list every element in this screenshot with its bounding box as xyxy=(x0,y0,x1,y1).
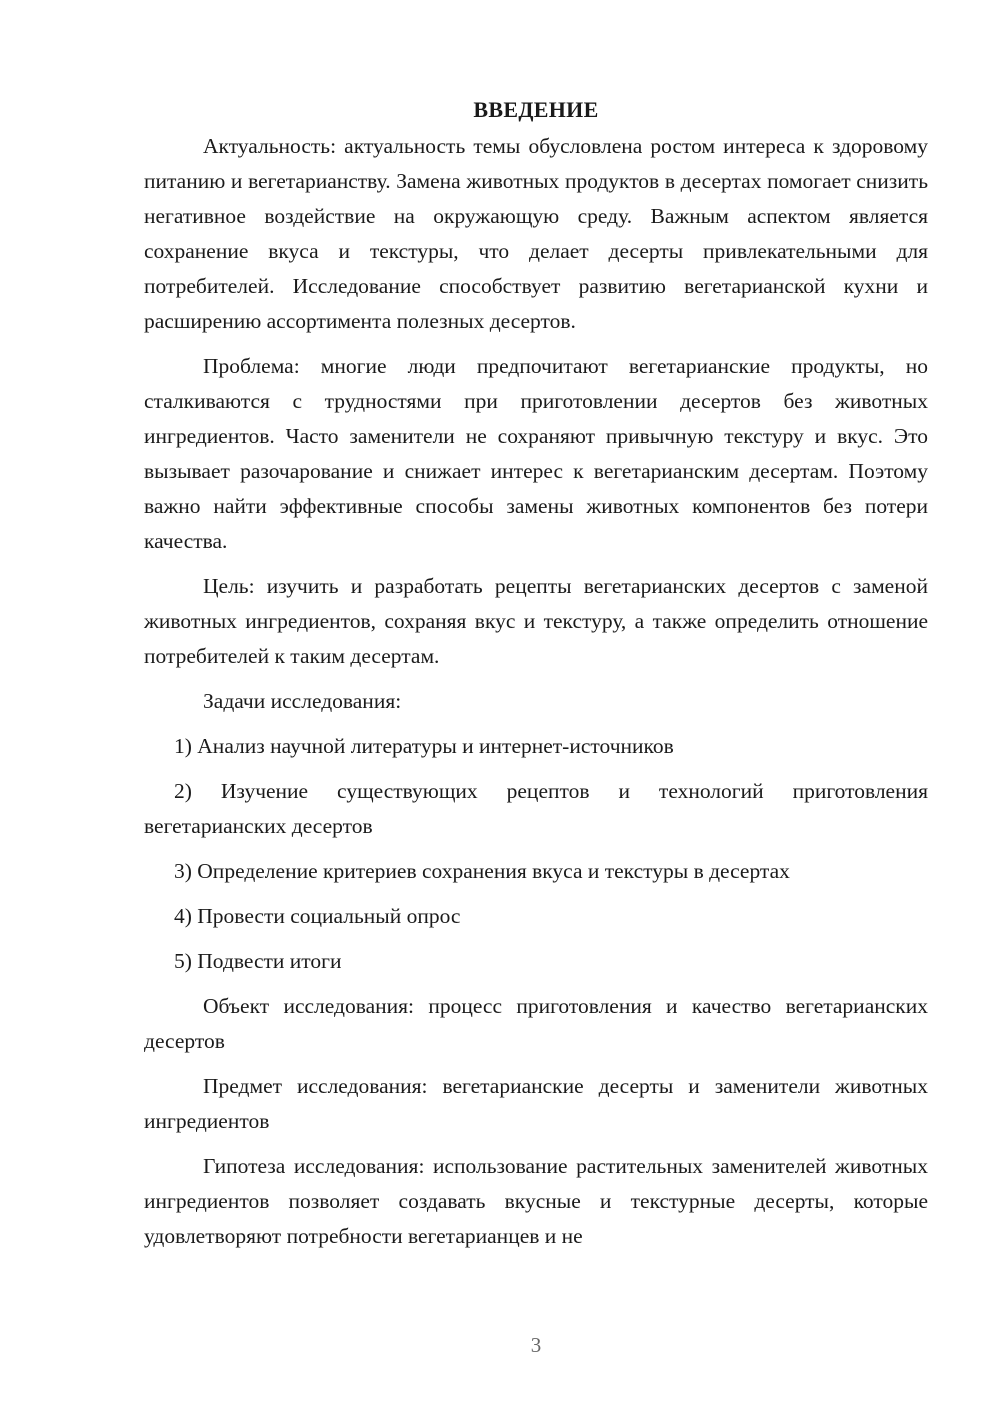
tasks-heading: Задачи исследования: xyxy=(203,689,402,713)
relevance-paragraph: Актуальность: актуальность темы обусловлена ростом интереса к здоровому питанию и вегетарианству. Замена животных продуктов в десертах помогает снизить негативное воздействие на окружающую среду. Важным аспектом является сохранение вкуса и текстуры, что делает десерты привлекательными для потребителей. Исследование способствует развитию вегетарианской кухни и расширению ассортимента полезных десертов. xyxy=(144,134,928,333)
section-title: ВВЕДЕНИЕ xyxy=(473,97,599,122)
subject-paragraph: Предмет исследования: вегетарианские десерты и заменители животных ингредиентов xyxy=(144,1074,928,1133)
task-item: 4) Провести социальный опрос xyxy=(174,904,461,928)
task-item: 3) Определение критериев сохранения вкуса и текстуры в десертах xyxy=(174,859,790,883)
hypothesis-paragraph: Гипотеза исследования: использование растительных заменителей животных ингредиентов позволяет создавать вкусные и текстурные десерты, которые удовлетворяют потребности вегетарианцев и не xyxy=(144,1154,928,1248)
goal-paragraph: Цель: изучить и разработать рецепты вегетарианских десертов с заменой животных ингредиентов, сохраняя вкус и текстуру, а также определить отношение потребителей к таким десертам. xyxy=(144,574,928,668)
task-item: 5) Подвести итоги xyxy=(174,949,342,973)
document-page xyxy=(144,92,928,1264)
problem-paragraph: Проблема: многие люди предпочитают вегетарианские продукты, но сталкиваются с трудностями при приготовлении десертов без животных ингредиентов. Часто заменители не сохраняют привычную текстуру и вкус. Это вызывает разочарование и снижает интерес к вегетарианским десертам. Поэтому важно найти эффективные способы замены животных компонентов без потери качества. xyxy=(144,354,928,553)
task-item: 1) Анализ научной литературы и интернет-источников xyxy=(174,734,674,758)
page-number: 3 xyxy=(530,1333,542,1357)
object-paragraph: Объект исследования: процесс приготовления и качество вегетарианских десертов xyxy=(144,994,928,1053)
task-item: 2) Изучение существующих рецептов и технологий приготовления вегетарианских десертов xyxy=(144,779,928,838)
